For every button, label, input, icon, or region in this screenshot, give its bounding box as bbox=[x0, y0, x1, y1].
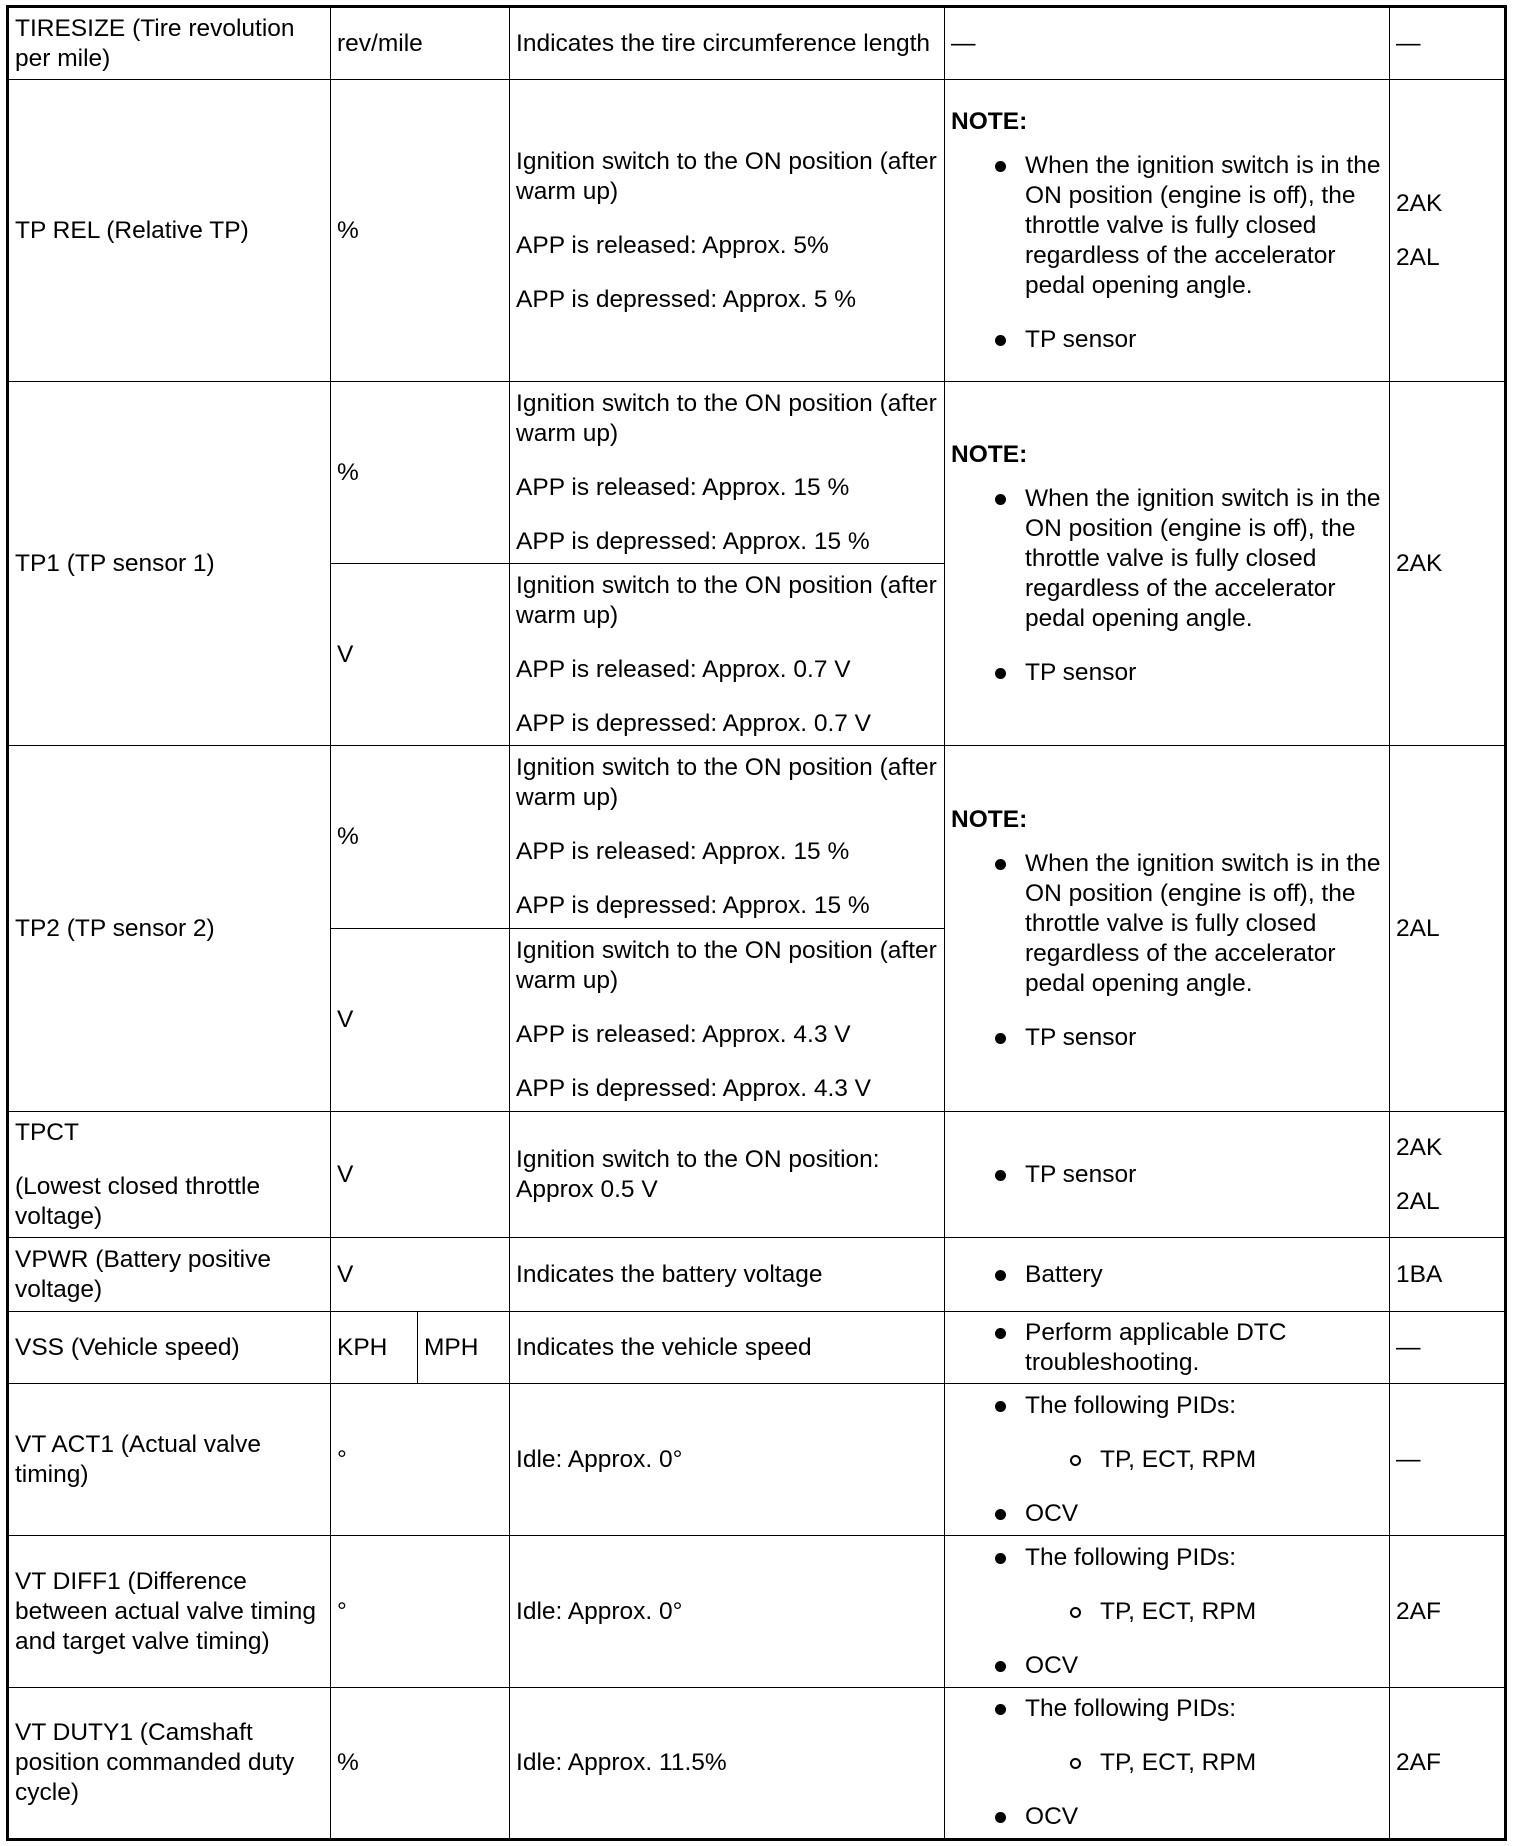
bullet-item: OCV bbox=[1025, 1499, 1383, 1529]
reference-cell: 2AK bbox=[1390, 382, 1506, 746]
bullet-item: When the ignition switch is in the ON position (engine is off), the throttle valve is fully closed regardless of the accelerator pedal opening angle. bbox=[1025, 849, 1383, 999]
pid-name-cell: TP1 (TP sensor 1) bbox=[8, 382, 331, 746]
condition-cell: Indicates the vehicle speed bbox=[510, 1312, 945, 1384]
sub-bullet-item: TP, ECT, RPM bbox=[1100, 1445, 1383, 1475]
condition-cell: Indicates the battery voltage bbox=[510, 1238, 945, 1312]
table-row bbox=[8, 1536, 1506, 1688]
document-page bbox=[6, 5, 1507, 1841]
reference-code: 2AL bbox=[1396, 243, 1440, 271]
condition-cell bbox=[510, 80, 945, 382]
condition-line: APP is released: Approx. 4.3 V bbox=[516, 1021, 851, 1048]
table-row bbox=[8, 7, 1506, 80]
table-row bbox=[8, 382, 1506, 564]
inspection-cell bbox=[945, 80, 1390, 382]
inspection-cell bbox=[945, 1384, 1390, 1536]
unit-cell: V bbox=[331, 1112, 510, 1238]
condition-cell: Idle: Approx. 0° bbox=[510, 1536, 945, 1688]
condition-line: APP is depressed: Approx. 4.3 V bbox=[516, 1075, 872, 1102]
condition-line: Ignition switch to the ON position (after warm up) bbox=[516, 937, 937, 994]
bullet-item: Perform applicable DTC troubleshooting. bbox=[1025, 1318, 1383, 1378]
bullet-text: The following PIDs: bbox=[1025, 1695, 1237, 1722]
unit-cell: V bbox=[331, 929, 510, 1112]
sub-bullet-item: TP, ECT, RPM bbox=[1100, 1597, 1383, 1627]
condition-line: APP is depressed: Approx. 0.7 V bbox=[516, 709, 872, 737]
unit-cell: % bbox=[331, 80, 510, 382]
reference-cell: 2AF bbox=[1390, 1536, 1506, 1688]
pid-name-line: TPCT bbox=[15, 1118, 79, 1146]
pid-monitor-table bbox=[6, 5, 1507, 1841]
condition-line: APP is depressed: Approx. 5 % bbox=[516, 285, 857, 313]
condition-cell bbox=[510, 564, 945, 746]
condition-line: APP is depressed: Approx. 15 % bbox=[516, 892, 870, 919]
condition-cell: Idle: Approx. 0° bbox=[510, 1384, 945, 1536]
bullet-text: The following PIDs: bbox=[1025, 1543, 1237, 1571]
condition-cell: Idle: Approx. 11.5% bbox=[510, 1688, 945, 1840]
pid-name-cell: VPWR (Battery positive voltage) bbox=[8, 1238, 331, 1312]
inspection-cell bbox=[945, 1112, 1390, 1238]
reference-cell: 2AL bbox=[1390, 746, 1506, 1112]
reference-cell: 2AF bbox=[1390, 1688, 1506, 1840]
note-label: NOTE: bbox=[951, 805, 1028, 833]
table-row bbox=[8, 1688, 1506, 1840]
bullet-item: OCV bbox=[1025, 1651, 1383, 1681]
pid-name-cell: VT DIFF1 (Difference between actual valve timing and target valve timing) bbox=[8, 1536, 331, 1688]
condition-cell: Indicates the tire circumference length bbox=[510, 7, 945, 80]
unit-cell: % bbox=[331, 382, 510, 564]
condition-cell: Ignition switch to the ON position: Approx 0.5 V bbox=[510, 1112, 945, 1238]
table-row bbox=[8, 1384, 1506, 1536]
bullet-item bbox=[1025, 1391, 1383, 1475]
inspection-cell: — bbox=[945, 7, 1390, 80]
bullet-item bbox=[1025, 1694, 1383, 1778]
note-label: NOTE: bbox=[951, 107, 1028, 135]
table-row bbox=[8, 80, 1506, 382]
reference-cell: — bbox=[1390, 7, 1506, 80]
reference-code: 2AL bbox=[1396, 1187, 1440, 1215]
bullet-item: When the ignition switch is in the ON position (engine is off), the throttle valve is fully closed regardless of the accelerator pedal opening angle. bbox=[1025, 151, 1383, 301]
condition-line: Ignition switch to the ON position (after warm up) bbox=[516, 147, 937, 205]
inspection-cell bbox=[945, 1312, 1390, 1384]
bullet-item: OCV bbox=[1025, 1802, 1383, 1832]
pid-name-cell: TIRESIZE (Tire revolution per mile) bbox=[8, 7, 331, 80]
pid-name-cell: VT DUTY1 (Camshaft position commanded duty cycle) bbox=[8, 1688, 331, 1840]
condition-line: APP is released: Approx. 5% bbox=[516, 231, 829, 259]
condition-line: APP is depressed: Approx. 15 % bbox=[516, 527, 870, 555]
condition-line: APP is released: Approx. 15 % bbox=[516, 838, 850, 865]
bullet-item: When the ignition switch is in the ON position (engine is off), the throttle valve is fully closed regardless of the accelerator pedal opening angle. bbox=[1025, 484, 1383, 634]
bullet-item: TP sensor bbox=[1025, 325, 1383, 355]
unit-cell: MPH bbox=[418, 1312, 510, 1384]
inspection-cell bbox=[945, 1536, 1390, 1688]
inspection-cell bbox=[945, 746, 1390, 1112]
reference-code: 2AK bbox=[1396, 1133, 1443, 1161]
table-row bbox=[8, 1238, 1506, 1312]
pid-name-cell: VT ACT1 (Actual valve timing) bbox=[8, 1384, 331, 1536]
pid-name-cell bbox=[8, 1112, 331, 1238]
reference-cell bbox=[1390, 80, 1506, 382]
inspection-cell bbox=[945, 1688, 1390, 1840]
reference-cell: — bbox=[1390, 1312, 1506, 1384]
condition-line: Ignition switch to the ON position (after warm up) bbox=[516, 571, 937, 629]
unit-cell: V bbox=[331, 564, 510, 746]
reference-cell bbox=[1390, 1112, 1506, 1238]
table-row bbox=[8, 1312, 1506, 1384]
pid-name-line: (Lowest closed throttle voltage) bbox=[15, 1172, 261, 1230]
inspection-cell bbox=[945, 1238, 1390, 1312]
inspection-cell bbox=[945, 382, 1390, 746]
unit-cell: V bbox=[331, 1238, 510, 1312]
sub-bullet-item: TP, ECT, RPM bbox=[1100, 1748, 1383, 1778]
condition-line: APP is released: Approx. 15 % bbox=[516, 473, 850, 501]
condition-cell bbox=[510, 746, 945, 929]
bullet-text: The following PIDs: bbox=[1025, 1391, 1237, 1419]
reference-code: 2AK bbox=[1396, 189, 1443, 217]
condition-cell bbox=[510, 382, 945, 564]
bullet-item: TP sensor bbox=[1025, 1023, 1383, 1053]
condition-line: Ignition switch to the ON position (after warm up) bbox=[516, 754, 937, 811]
bullet-item: TP sensor bbox=[1025, 658, 1383, 688]
unit-cell: KPH bbox=[331, 1312, 418, 1384]
pid-name-cell: TP2 (TP sensor 2) bbox=[8, 746, 331, 1112]
table-row bbox=[8, 746, 1506, 929]
condition-line: APP is released: Approx. 0.7 V bbox=[516, 655, 851, 683]
note-label: NOTE: bbox=[951, 440, 1028, 468]
unit-cell: rev/mile bbox=[331, 7, 510, 80]
bullet-item bbox=[1025, 1543, 1383, 1627]
bullet-item: TP sensor bbox=[1025, 1160, 1383, 1190]
unit-cell: % bbox=[331, 746, 510, 929]
reference-cell: — bbox=[1390, 1384, 1506, 1536]
condition-cell bbox=[510, 929, 945, 1112]
pid-name-cell: VSS (Vehicle speed) bbox=[8, 1312, 331, 1384]
unit-cell: ° bbox=[331, 1384, 510, 1536]
bullet-item: Battery bbox=[1025, 1260, 1383, 1290]
pid-name-cell: TP REL (Relative TP) bbox=[8, 80, 331, 382]
condition-line: Ignition switch to the ON position (after warm up) bbox=[516, 389, 937, 447]
table-row bbox=[8, 1112, 1506, 1238]
unit-cell: % bbox=[331, 1688, 510, 1840]
reference-cell: 1BA bbox=[1390, 1238, 1506, 1312]
unit-cell: ° bbox=[331, 1536, 510, 1688]
